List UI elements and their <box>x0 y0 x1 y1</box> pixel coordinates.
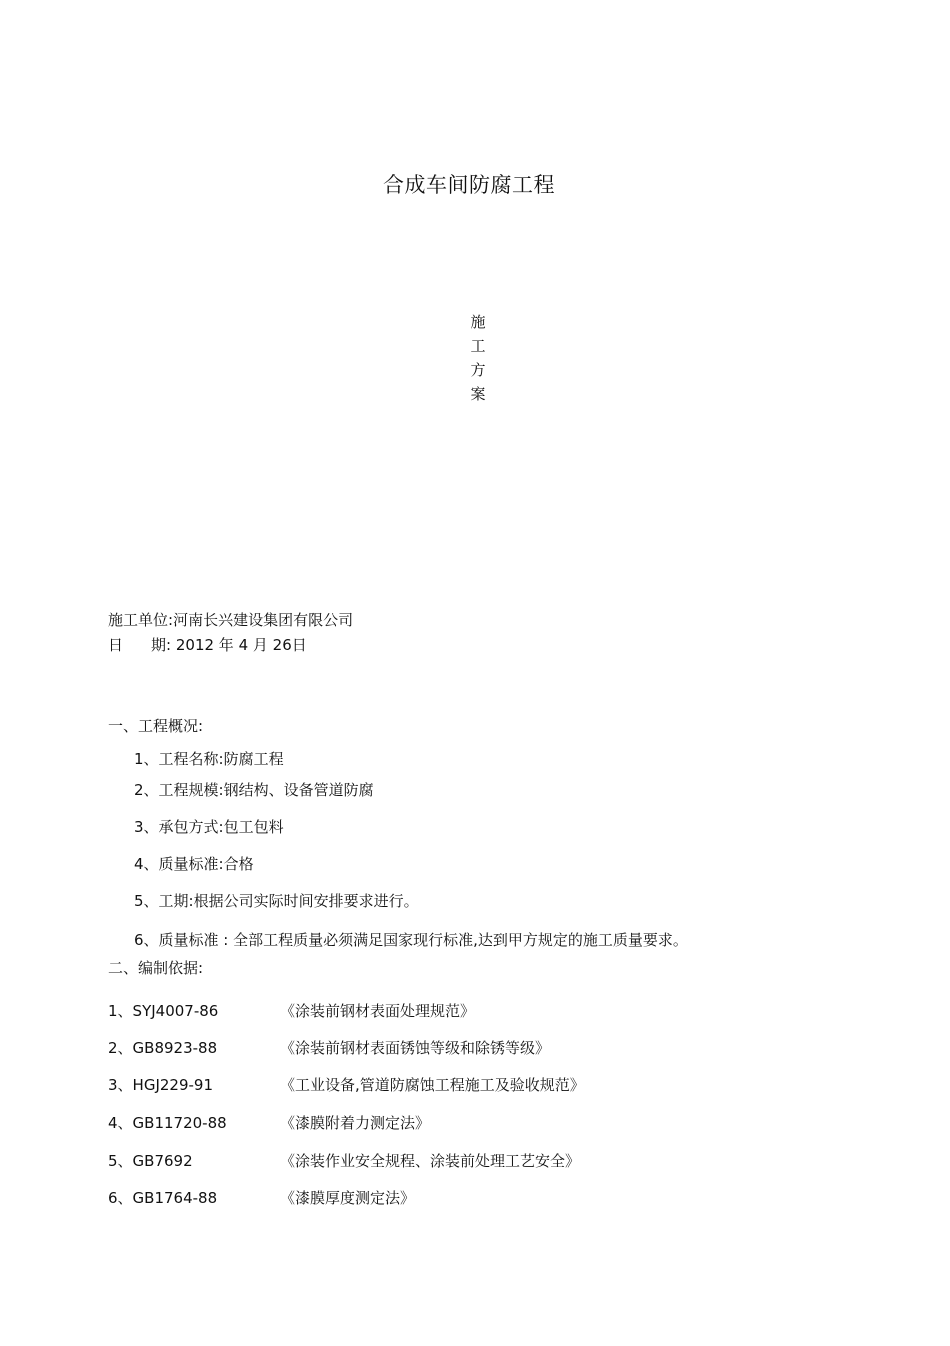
construction-unit-value: 河南长兴建设集团有限公司 <box>173 611 354 629</box>
subtitle-char: 方 <box>470 361 486 379</box>
reference-code: 5、GB7692 <box>108 1152 193 1170</box>
reference-code: 4、GB11720-88 <box>108 1114 227 1132</box>
section-heading-basis: 二、编制依据: <box>108 959 204 977</box>
reference-title: 《漆膜附着力测定法》 <box>280 1114 431 1132</box>
subtitle-char: 工 <box>470 337 486 355</box>
reference-title: 《漆膜厚度测定法》 <box>280 1189 416 1207</box>
reference-code: 3、HGJ229-91 <box>108 1076 214 1094</box>
reference-title: 《工业设备,管道防腐蚀工程施工及验收规范》 <box>280 1076 585 1094</box>
date-value: 2012 年 4 月 26日 <box>175 636 307 654</box>
overview-item: 5、工期:根据公司实际时间安排要求进行。 <box>134 892 419 910</box>
reference-title: 《涂装前钢材表面处理规范》 <box>280 1002 476 1020</box>
overview-item: 4、质量标准:合格 <box>134 855 254 873</box>
page-title: 合成车间防腐工程 <box>383 173 555 197</box>
subtitle-char: 施 <box>470 313 486 331</box>
overview-item: 2、工程规模:钢结构、设备管道防腐 <box>134 781 374 799</box>
overview-item: 6、质量标准 : 全部工程质量必须满足国家现行标准,达到甲方规定的施工质量要求。 <box>134 931 688 949</box>
reference-code: 6、GB1764-88 <box>108 1189 218 1207</box>
section-heading-overview: 一、工程概况: <box>108 717 204 735</box>
overview-item: 3、承包方式:包工包料 <box>134 818 284 836</box>
construction-unit-label: 施工单位: <box>108 611 174 629</box>
vertical-subtitle <box>466 310 490 406</box>
date-label-part1: 日 <box>108 636 124 654</box>
reference-code: 2、GB8923-88 <box>108 1039 218 1057</box>
construction-unit-line <box>108 609 353 631</box>
overview-item: 1、工程名称:防腐工程 <box>134 750 284 768</box>
date-label-part2: 期: <box>151 636 172 654</box>
date-line <box>108 634 307 656</box>
reference-title: 《涂装前钢材表面锈蚀等级和除锈等级》 <box>280 1039 551 1057</box>
subtitle-char: 案 <box>470 385 486 403</box>
reference-title: 《涂装作业安全规程、涂装前处理工艺安全》 <box>280 1152 581 1170</box>
reference-code: 1、SYJ4007-86 <box>108 1002 219 1020</box>
